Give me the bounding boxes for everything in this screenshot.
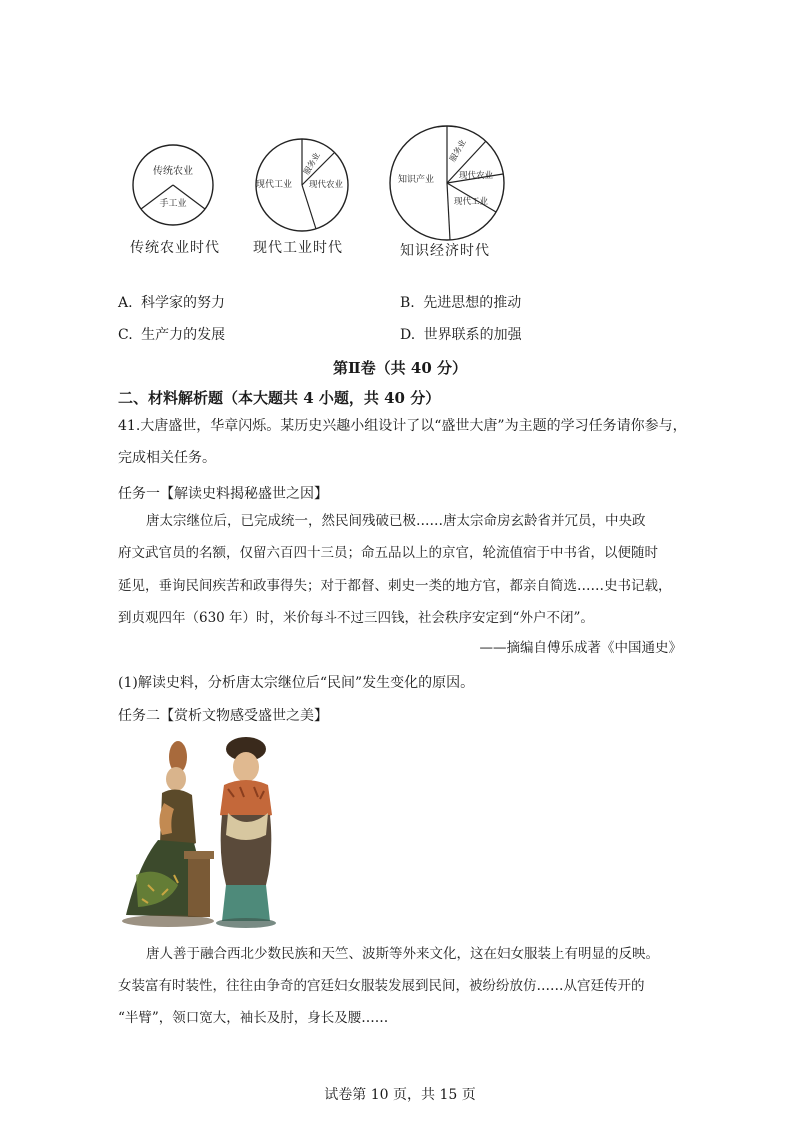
task1-title: 任务一【解读史料揭秘盛世之因】 — [118, 486, 328, 502]
pie-chart-knowledge — [386, 122, 508, 244]
option-a-text: 科学家的努力 — [141, 295, 226, 311]
pie2-label-0: 现代工业 — [255, 180, 293, 190]
seated-figurine — [122, 741, 214, 927]
page-footer: 试卷第 10 页，共 15 页 — [324, 1087, 476, 1103]
option-b[interactable] — [400, 292, 521, 312]
pie2-caption: 现代工业时代 — [253, 240, 343, 256]
q41-line-2: 完成相关任务。 — [118, 450, 216, 466]
option-c[interactable] — [118, 324, 225, 344]
pie2-label-1: 服务业 — [301, 151, 322, 177]
pie3-label-2: 现代农业 — [458, 171, 494, 181]
task2-title: 任务二【赏析文物感受盛世之美】 — [118, 708, 328, 724]
pie3-caption: 知识经济时代 — [400, 243, 490, 259]
part-heading: 二、材料解析题（本大题共 4 小题，共 40 分） — [118, 389, 441, 407]
task1-source: ——摘编自傅乐成著《中国通史》 — [479, 640, 682, 656]
section-title: 第Ⅱ卷（共 40 分） — [333, 359, 467, 377]
q41-line-1: 41.大唐盛世，华章闪烁。某历史兴趣小组设计了以“盛世大唐”为主题的学习任务请你参与， — [118, 418, 687, 434]
pie1-label-1: 手工业 — [159, 199, 187, 209]
pie3-label-1: 服务业 — [447, 138, 468, 164]
task1-passage-1: 唐太宗继位后，已完成统一，然民间残破已极……唐太宗命房玄龄省并冗员，中央政 — [146, 513, 646, 529]
standing-figurine — [216, 737, 276, 928]
option-c-letter: C. — [118, 327, 133, 343]
task1-passage-3: 延见，垂询民间疾苦和政事得失；对于都督、刺史一类的地方官，都亲自简选……史书记载， — [118, 578, 672, 594]
option-c-text: 生产力的发展 — [141, 327, 226, 343]
pie1-label-0: 传统农业 — [153, 166, 193, 177]
pie1-caption: 传统农业时代 — [130, 240, 220, 256]
option-b-letter: B. — [400, 295, 415, 311]
option-a[interactable] — [118, 292, 225, 312]
task1-passage-2: 府文武官员的名额，仅留六百四十三员；命五品以上的京官，轮流值宿于中书省，以便随时 — [118, 545, 658, 561]
task1-passage-4: 到贞观四年（630 年）时，米价每斗不过三四钱，社会秩序安定到“外户不闭”。 — [118, 610, 594, 626]
pie-chart-industrial — [252, 135, 352, 235]
pie2-label-2: 现代农业 — [308, 180, 344, 190]
option-a-letter: A. — [118, 295, 133, 311]
task2-passage-3: “半臂”，领口宽大，袖长及肘，身长及腰…… — [118, 1010, 389, 1026]
task2-passage-1: 唐人善于融合西北少数民族和天竺、波斯等外来文化，这在妇女服装上有明显的反映。 — [146, 946, 659, 962]
option-d-text: 世界联系的加强 — [423, 327, 522, 343]
task1-question: (1)解读史料，分析唐太宗继位后“民间”发生变化的原因。 — [118, 675, 475, 691]
option-d-letter: D. — [400, 327, 416, 343]
option-b-text: 先进思想的推动 — [423, 295, 522, 311]
task2-passage-2: 女装富有时装性，往往由争奇的宫廷妇女服装发展到民间，被纷纷放仿……从宫廷传开的 — [118, 978, 645, 994]
tang-figurines-image — [118, 735, 298, 930]
pie3-label-3: 现代工业 — [453, 197, 489, 207]
pie-chart-traditional — [128, 140, 218, 230]
option-d[interactable] — [400, 324, 522, 344]
pie3-label-0: 知识产业 — [397, 175, 435, 185]
